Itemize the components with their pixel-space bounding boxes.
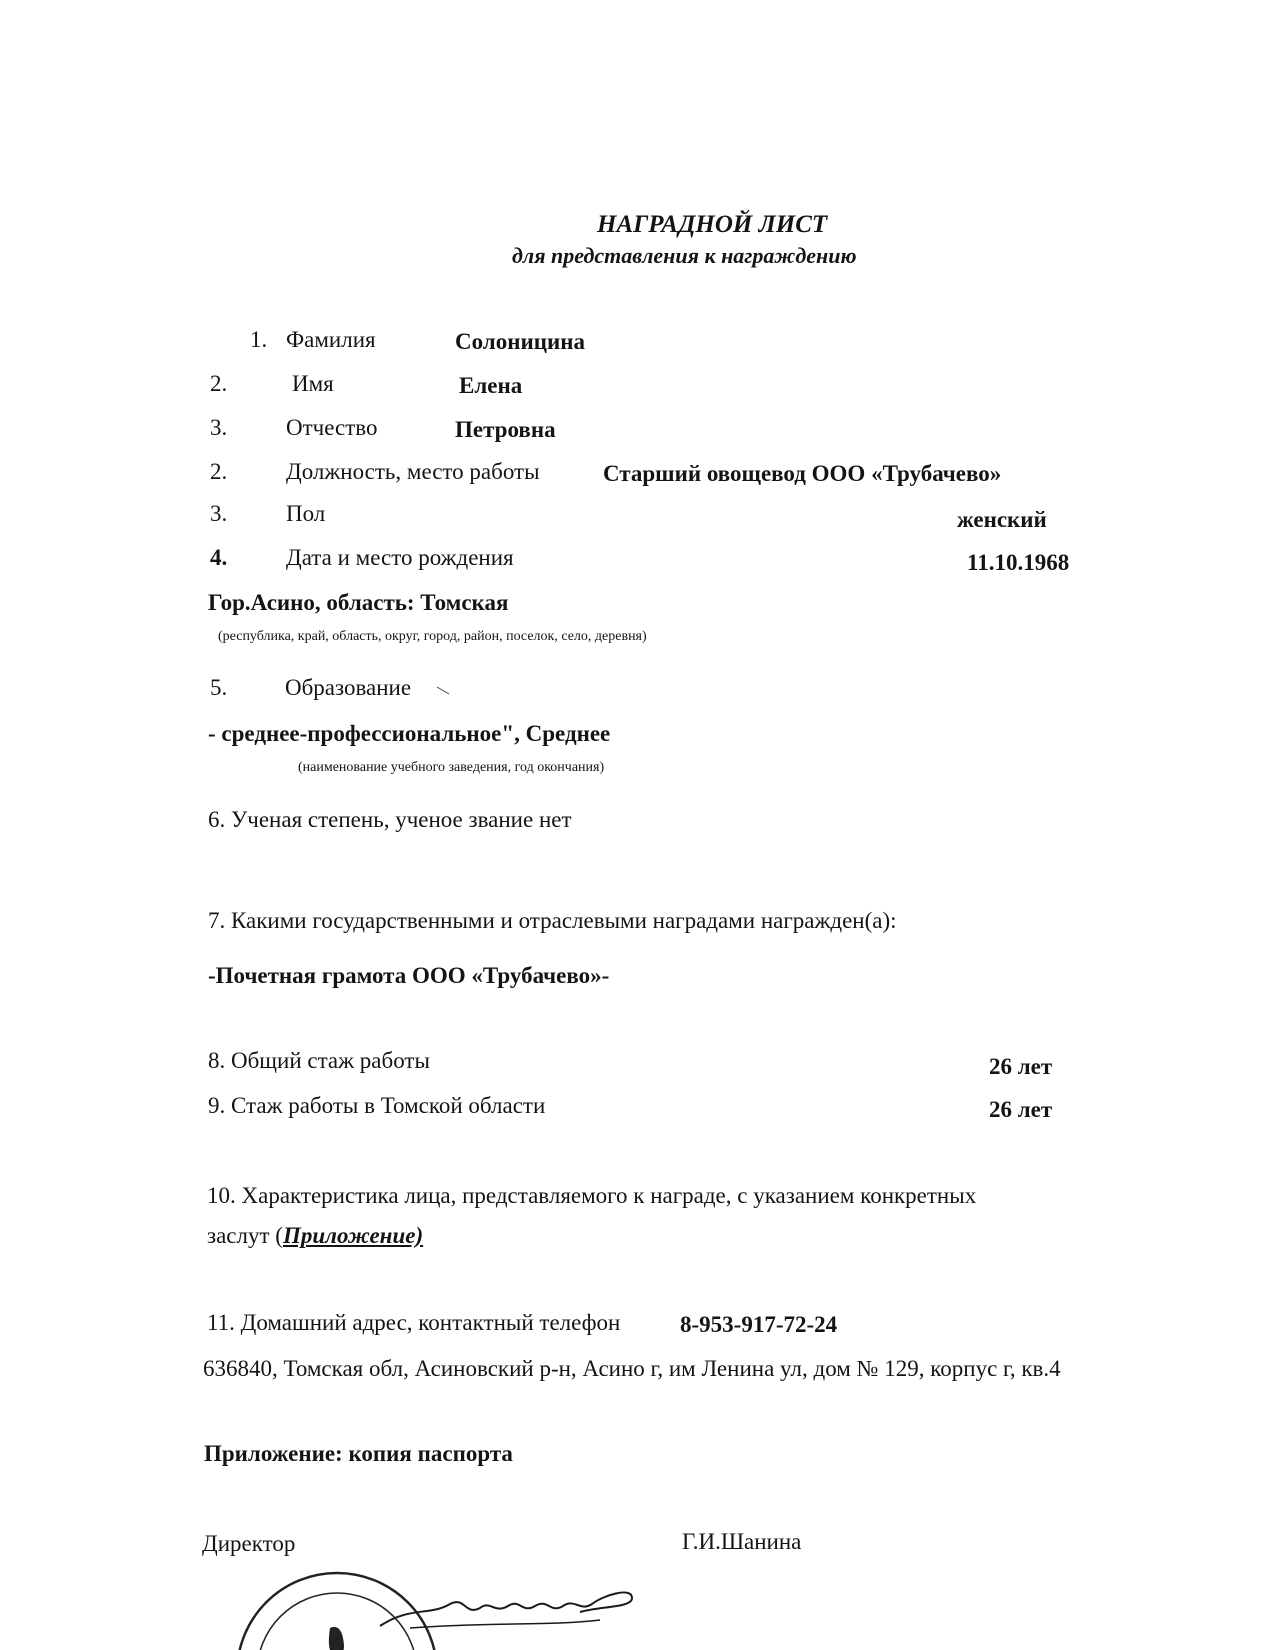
education-label: Образование (285, 675, 412, 700)
education-value: - среднее-профессиональное", Среднее (208, 721, 611, 746)
document-title: НАГРАДНОЙ ЛИСТ (597, 211, 828, 238)
phone-value: 8-953-917-72-24 (680, 1312, 838, 1337)
education-hint: (наименование учебного заведения, год окончания) (298, 760, 605, 775)
surname-number: 1. (250, 327, 268, 352)
degree-line: 6. Ученая степень, ученое звание нет (208, 807, 572, 832)
scan-mark (437, 687, 450, 695)
stamp-emblem (329, 1627, 344, 1650)
region-experience-value: 26 лет (989, 1097, 1053, 1122)
position-value: Старший овощевод ООО «Трубачево» (603, 461, 1002, 486)
patronymic-value: Петровна (455, 417, 556, 442)
awards-label: 7. Какими государственными и отраслевыми наградами награжден(а): (208, 908, 897, 933)
total-experience-label: 8. Общий стаж работы (208, 1048, 430, 1073)
position-label: Должность, место работы (286, 459, 540, 484)
director-name: Г.И.Шанина (682, 1529, 802, 1554)
document-subtitle: для представления к награждению (512, 243, 857, 268)
name-value: Елена (459, 373, 523, 398)
characteristic-line2 (207, 1224, 423, 1247)
characteristic-prefix: заслут ( (207, 1223, 283, 1248)
name-number: 2. (210, 371, 228, 396)
total-experience-value: 26 лет (989, 1054, 1053, 1079)
address-value: 636840, Томская обл, Асиновский р-н, Асино г, им Ленина ул, дом № 129, корпус г, кв.4 (203, 1356, 1061, 1381)
birth-place-hint: (республика, край, область, округ, город, район, поселок, село, деревня) (218, 629, 647, 644)
name-label: Имя (292, 371, 334, 396)
surname-value: Солоницина (455, 329, 585, 354)
characteristic-line1: 10. Характеристика лица, представляемого к награде, с указанием конкретных (207, 1183, 977, 1208)
director-role: Директор (202, 1531, 296, 1556)
appendix-link[interactable]: Приложение) (282, 1223, 424, 1248)
patronymic-number: 3. (210, 415, 228, 440)
awards-value: -Почетная грамота ООО «Трубачево»- (208, 963, 610, 988)
surname-label: Фамилия (286, 327, 376, 352)
attachment-note: Приложение: копия паспорта (204, 1441, 513, 1466)
birth-place: Гор.Асино, область: Томская (208, 590, 509, 615)
patronymic-label: Отчество (286, 415, 378, 440)
region-experience-label: 9. Стаж работы в Томской области (208, 1093, 546, 1118)
address-label: 11. Домашний адрес, контактный телефон (207, 1310, 621, 1335)
birth-number: 4. (210, 545, 228, 570)
director-signature (370, 1586, 640, 1636)
sex-value: женский (957, 507, 1047, 532)
birth-date: 11.10.1968 (967, 550, 1070, 575)
sex-number: 3. (210, 501, 228, 526)
position-number: 2. (210, 459, 228, 484)
birth-label: Дата и место рождения (286, 545, 514, 570)
sex-label: Пол (286, 501, 326, 526)
education-number: 5. (210, 675, 228, 700)
